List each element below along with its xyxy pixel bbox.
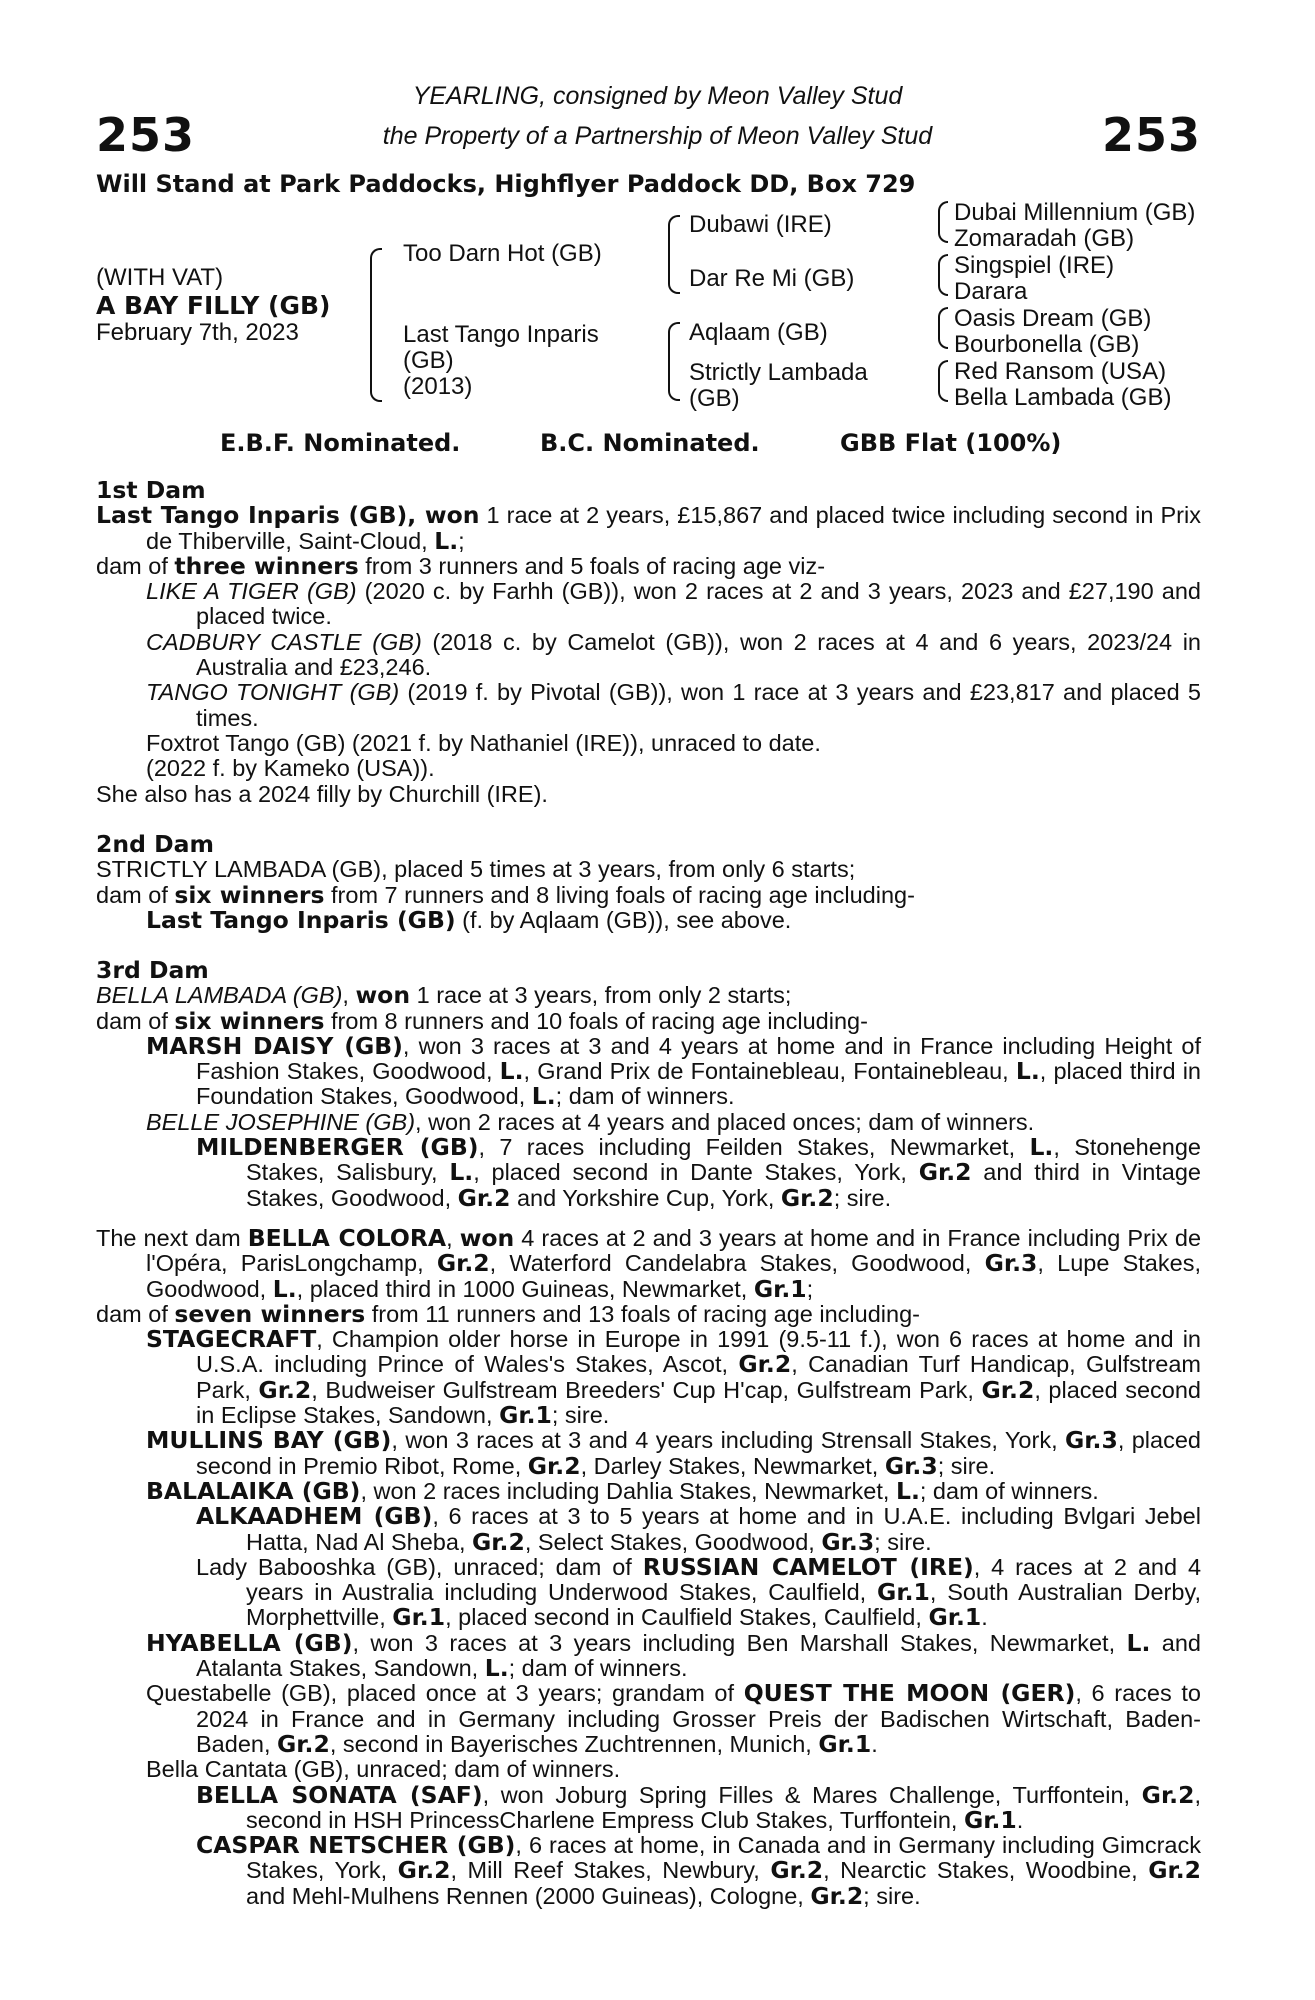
horse-name: LIKE A TIGER (GB)	[146, 578, 357, 605]
grade-label: L.	[272, 1274, 297, 1303]
pedigree-brace-dd	[938, 360, 948, 402]
foaling-date: February 7th, 2023	[96, 319, 299, 346]
horse-name: RUSSIAN CAMELOT (IRE)	[642, 1552, 974, 1581]
grade-label: Gr.2	[436, 1249, 490, 1278]
text: dam of	[96, 1300, 175, 1327]
grade-label: Gr.1	[928, 1603, 982, 1632]
text: 1 race at 3 years, from only 2 starts;	[410, 982, 792, 1009]
produce-bella-cantata: Bella Cantata (GB), unraced; dam of winners.	[146, 1756, 621, 1783]
text: from 8 runners and 10 foals of racing age including-	[324, 1007, 868, 1034]
first-dam-record-text: 1 race at 2 years, £15,867 and placed twice including second in Prix de Thiberville, Saint-Cloud,	[146, 502, 1201, 554]
grade-label: Gr.1	[877, 1578, 930, 1607]
grade-label: Gr.2	[472, 1527, 525, 1556]
text: , won Joburg Spring Filles & Mares Challenge, Turffontein,	[482, 1781, 1142, 1808]
second-dam-produce-summary	[96, 880, 1201, 909]
won-label: won	[355, 981, 411, 1010]
text: , won 2 races at 4 years and placed onces; dam of winners.	[415, 1108, 1035, 1135]
text: , 6 races at 3 to 5 years at home and in U.A.E. including Bvlgari Jebel Hatta, Nad Al Sheba,	[246, 1503, 1201, 1555]
text: , 6 races to 2024 in France and in Germany including Grosser Preis der Badischen Wirtschaft, Baden-Baden,	[196, 1680, 1201, 1757]
pedigree-dam-dam-2: (GB)	[689, 385, 740, 412]
grade-label: Gr.2	[810, 1881, 864, 1910]
text: , Mill Reef Stakes, Newbury,	[450, 1857, 771, 1884]
vat-label: (WITH VAT)	[96, 264, 224, 291]
grade-label: L.	[499, 1057, 524, 1086]
winner-count: three winners	[174, 551, 359, 580]
grade-label: Gr.3	[884, 1451, 938, 1480]
first-dam-name: Last Tango Inparis (GB), won	[96, 501, 480, 530]
horse-name: ALKAADHEM (GB)	[196, 1502, 433, 1531]
grade-label: L.	[434, 526, 459, 555]
text: , Darley Stakes, Newmarket,	[580, 1452, 885, 1479]
horse-name: CADBURY CASTLE (GB)	[146, 628, 422, 655]
horse-name: A BAY FILLY (GB)	[96, 291, 331, 320]
grade-label: Gr.1	[818, 1729, 872, 1758]
horse-name: CASPAR NETSCHER (GB)	[196, 1831, 516, 1860]
text: ;	[806, 1275, 814, 1302]
text: 4 races at 2 and 3 years at home and in France including Prix de l'Opéra, ParisLongchamp,	[146, 1225, 1202, 1277]
text: , Stonehenge Stakes, Salisbury,	[246, 1134, 1201, 1186]
text: ; sire.	[863, 1882, 921, 1909]
text: , won 2 races including Dahlia Stakes, Newmarket,	[360, 1477, 896, 1504]
pedigree-ddd: Bella Lambada (GB)	[954, 384, 1172, 411]
text: from 7 runners and 8 living foals of racing age including-	[324, 881, 915, 908]
pedigree-dam-1: Last Tango Inparis	[403, 321, 599, 348]
grade-label: Gr.3	[1065, 1426, 1118, 1455]
grade-label: Gr.2	[770, 1856, 824, 1885]
horse-name: STAGECRAFT	[146, 1325, 317, 1354]
produce-2022-filly: (2022 f. by Kameko (USA)).	[146, 755, 435, 782]
pedigree-dam-2: (GB)	[403, 347, 454, 374]
second-dam-title: 2nd Dam	[96, 830, 214, 858]
grade-label: L.	[531, 1082, 556, 1111]
grade-label: L.	[449, 1158, 474, 1187]
grade-label: Gr.2	[277, 1729, 330, 1758]
grade-label: Gr.2	[1141, 1780, 1195, 1809]
text: , placed second in Dante Stakes, York,	[473, 1159, 919, 1186]
ebf-nomination: E.B.F. Nominated.	[220, 429, 461, 457]
text: and Mehl-Mulhens Rennen (2000 Guineas), Cologne,	[246, 1882, 811, 1909]
produce-mullins-bay	[96, 1428, 1201, 1479]
text: , 7 races including Feilden Stakes, Newmarket,	[478, 1134, 1030, 1161]
text: ; dam of winners.	[508, 1655, 688, 1682]
pedigree-dam-dam-1: Strictly Lambada	[689, 359, 868, 386]
text: and third in Vintage Stakes, Goodwood,	[246, 1159, 1201, 1211]
text: , 6 races at home, in Canada and in Germany including Gimcrack Stakes, York,	[246, 1832, 1201, 1884]
text: , South Australian Derby, Morphettville,	[246, 1579, 1201, 1631]
grade-label: Gr.1	[963, 1805, 1017, 1834]
horse-name: Last Tango Inparis (GB)	[146, 905, 456, 934]
pedigree-brace-sd	[938, 254, 948, 296]
produce-hyabella	[96, 1628, 1202, 1683]
text: , second in HSH PrincessCharlene Empress Club Stakes, Turffontein,	[246, 1781, 1201, 1833]
pedigree-dam-3: (2013)	[403, 373, 473, 400]
text: ,	[446, 1225, 460, 1251]
produce-foxtrot-tango: Foxtrot Tango (GB) (2021 f. by Nathaniel (IRE)), unraced to date.	[146, 729, 821, 756]
pedigree-dds: Red Ransom (USA)	[954, 358, 1167, 385]
text: The next dam	[96, 1225, 248, 1251]
grade-label: L.	[1015, 1057, 1040, 1086]
grade-label: Gr.2	[780, 1183, 834, 1212]
next-dam-record	[96, 1226, 1201, 1302]
bc-nomination: B.C. Nominated.	[540, 429, 760, 457]
text: ; dam of winners.	[555, 1083, 735, 1110]
text: Questabelle (GB), placed once at 3 years; grandam of	[146, 1680, 744, 1707]
text: ,	[342, 982, 356, 1009]
produce-tango-tonight	[96, 680, 1201, 731]
text: .	[981, 1604, 988, 1631]
text: (f. by Aqlaam (GB)), see above.	[455, 906, 792, 933]
won-label: won	[459, 1224, 515, 1252]
text: (2018 c. by Camelot (GB)), won 2 races at 4 and 6 years, 2023/24 in Australia and £23,246.	[196, 628, 1201, 681]
text: ; sire.	[833, 1184, 892, 1211]
produce-questabelle	[96, 1681, 1201, 1757]
pedigree-sss: Dubai Millennium (GB)	[954, 199, 1196, 226]
pedigree-dss: Oasis Dream (GB)	[954, 305, 1152, 332]
winner-count: six winners	[174, 1006, 325, 1035]
text: , placed second in Caulfield Stakes, Caulfield,	[445, 1604, 929, 1631]
gbb-flat: GBB Flat (100%)	[840, 429, 1062, 457]
horse-name: BELLA SONATA (SAF)	[196, 1780, 483, 1809]
produce-2024-filly: She also has a 2024 filly by Churchill (IRE).	[96, 780, 548, 807]
pedigree-brace-sire	[668, 215, 680, 294]
grade-label: Gr.2	[527, 1451, 581, 1480]
text: , Champion older horse in Europe in 1991 (9.5-11 f.), won 6 races at home and in U.S.A. including Prince of Wales's Stakes, Ascot,	[196, 1326, 1201, 1378]
grade-label: Gr.3	[984, 1249, 1038, 1278]
horse-name: BELLE JOSEPHINE (GB)	[146, 1108, 416, 1135]
grade-label: Gr.3	[821, 1527, 875, 1556]
third-dam-title: 3rd Dam	[96, 956, 209, 984]
text: , Lupe Stakes, Goodwood,	[146, 1250, 1201, 1302]
pedigree-sire-sire: Dubawi (IRE)	[689, 211, 832, 238]
text: ; sire.	[874, 1528, 932, 1555]
grade-label: Gr.2	[457, 1183, 511, 1212]
produce-like-a-tiger	[96, 579, 1201, 630]
grade-label: L.	[895, 1476, 920, 1505]
grade-label: L.	[1126, 1628, 1151, 1657]
text: , placed second in Eclipse Stakes, Sandown,	[196, 1376, 1201, 1429]
text: from 3 runners and 5 foals of racing age viz-	[358, 552, 826, 579]
horse-name: BALALAIKA (GB)	[146, 1476, 361, 1505]
text: .	[871, 1730, 878, 1757]
third-dam-produce-summary	[96, 1006, 1201, 1035]
third-dam-record	[96, 983, 1201, 1008]
pedigree-ssd: Zomaradah (GB)	[954, 225, 1135, 252]
pedigree-sire-dam: Dar Re Mi (GB)	[689, 265, 855, 292]
text: , Select Stakes, Goodwood,	[524, 1528, 822, 1555]
pedigree-brace-ds	[938, 307, 948, 349]
pedigree-brace-dam	[668, 322, 680, 401]
grade-label: L.	[1029, 1133, 1054, 1162]
horse-name: MULLINS BAY (GB)	[146, 1426, 392, 1455]
text: dam of	[96, 881, 175, 908]
text: , Canadian Turf Handicap, Gulfstream Park,	[196, 1351, 1201, 1403]
text: , Grand Prix de Fontainebleau, Fontainebleau,	[523, 1058, 1016, 1085]
second-dam-section	[96, 832, 1201, 933]
horse-name: TANGO TONIGHT (GB)	[146, 679, 400, 706]
produce-caspar-netscher	[96, 1833, 1201, 1909]
pedigree-sdd: Darara	[954, 278, 1028, 305]
text: .	[1016, 1806, 1024, 1833]
pedigree-dam-sire: Aqlaam (GB)	[689, 319, 828, 346]
grade-label: Gr.1	[499, 1401, 552, 1430]
produce-bella-sonata	[96, 1780, 1201, 1834]
text: , Budweiser Gulfstream Breeders' Cup H'cap, Gulfstream Park,	[311, 1376, 982, 1403]
stand-location: Will Stand at Park Paddocks, Highflyer Paddock DD, Box 729	[96, 170, 916, 198]
text: , won 3 races at 3 and 4 years including Strensall Stakes, York,	[391, 1427, 1065, 1454]
produce-mildenberger	[96, 1135, 1201, 1211]
produce-last-tango-inparis	[96, 905, 1201, 934]
grade-label: Gr.2	[738, 1350, 792, 1379]
grade-label: Gr.2	[1148, 1856, 1201, 1885]
horse-name: QUEST THE MOON (GER)	[743, 1679, 1076, 1708]
lot-number-right: 253	[1102, 108, 1202, 162]
text: ; dam of winners.	[919, 1477, 1099, 1504]
text: , Nearctic Stakes, Woodbine,	[823, 1857, 1149, 1884]
text: , won 3 races at 3 and 4 years at home and in France including Height of Fashion Stakes, Goodwood,	[196, 1032, 1201, 1085]
text: (2019 f. by Pivotal (GB)), won 1 race at 3 years and £23,817 and placed 5 times.	[196, 679, 1201, 731]
pedigree-brace-main	[370, 248, 382, 402]
grade-label: Gr.1	[392, 1603, 446, 1632]
pedigree-sds: Singspiel (IRE)	[954, 252, 1115, 279]
text: , Waterford Candelabra Stakes, Goodwood,	[489, 1250, 985, 1277]
text: and Atalanta Stakes, Sandown,	[196, 1629, 1202, 1682]
grade-label: Gr.2	[258, 1375, 312, 1404]
horse-name: BELLA LAMBADA (GB)	[96, 982, 343, 1009]
pedigree-brace-ss	[938, 201, 948, 243]
text: (2020 c. by Farhh (GB)), won 2 races at 2 and 3 years, 2023 and £27,190 and placed twice.	[196, 578, 1201, 630]
first-dam-produce-summary	[96, 551, 1201, 580]
text: , won 3 races at 3 years including Ben Marshall Stakes, Newmarket,	[352, 1629, 1127, 1656]
property-line: the Property of a Partnership of Meon Valley Stud	[382, 122, 933, 150]
first-dam-section	[96, 478, 1201, 807]
winner-count: seven winners	[174, 1299, 366, 1328]
produce-belle-josephine	[96, 1110, 1201, 1135]
text: ; sire.	[937, 1452, 996, 1479]
produce-marsh-daisy	[96, 1031, 1201, 1111]
grade-label: L.	[484, 1654, 509, 1683]
text: , placed third in Foundation Stakes, Goodwood,	[196, 1058, 1201, 1110]
grade-label: Gr.2	[397, 1856, 451, 1885]
grade-label: Gr.2	[918, 1158, 972, 1187]
text: dam of	[96, 1007, 175, 1034]
horse-name: BELLA COLORA	[247, 1224, 447, 1252]
third-dam-section	[96, 958, 1201, 1211]
text: , placed third in 1000 Guineas, Newmarket,	[296, 1275, 754, 1302]
grade-label: Gr.2	[981, 1375, 1035, 1404]
second-dam-record: STRICTLY LAMBADA (GB), placed 5 times at 3 years, from only 6 starts;	[96, 856, 856, 883]
horse-name: HYABELLA (GB)	[146, 1628, 353, 1657]
produce-alkaadhem	[96, 1504, 1201, 1555]
text: , 4 races at 2 and 4 years in Australia including Underwood Stakes, Caulfield,	[246, 1553, 1202, 1606]
consignor-line: YEARLING, consigned by Meon Valley Stud	[412, 82, 903, 110]
text: and Yorkshire Cup, York,	[510, 1184, 781, 1211]
first-dam-record	[96, 503, 1201, 554]
produce-lady-babooshka	[96, 1552, 1202, 1632]
pedigree-dsd: Bourbonella (GB)	[954, 331, 1140, 358]
next-dam-section	[96, 1226, 1201, 1909]
produce-balalaika	[96, 1476, 1201, 1505]
punctuation: ;	[458, 527, 465, 554]
text: , placed second in Premio Ribot, Rome,	[196, 1427, 1201, 1479]
produce-stagecraft	[96, 1327, 1201, 1428]
text: , second in Bayerisches Zuchtrennen, Munich,	[329, 1730, 819, 1757]
lot-number-left: 253	[96, 108, 196, 162]
text: ; sire.	[551, 1402, 610, 1429]
pedigree-sire: Too Darn Hot (GB)	[403, 240, 602, 267]
text: Lady Babooshka (GB), unraced; dam of	[196, 1553, 643, 1580]
horse-name: MILDENBERGER (GB)	[196, 1133, 479, 1162]
produce-cadbury-castle	[96, 630, 1201, 681]
winner-count: six winners	[174, 880, 325, 909]
grade-label: Gr.1	[753, 1274, 807, 1303]
first-dam-title: 1st Dam	[96, 476, 206, 504]
text: dam of	[96, 552, 175, 579]
horse-name: MARSH DAISY (GB)	[146, 1031, 403, 1060]
next-dam-produce-summary	[96, 1299, 1201, 1328]
text: from 11 runners and 13 foals of racing age including-	[365, 1300, 920, 1327]
